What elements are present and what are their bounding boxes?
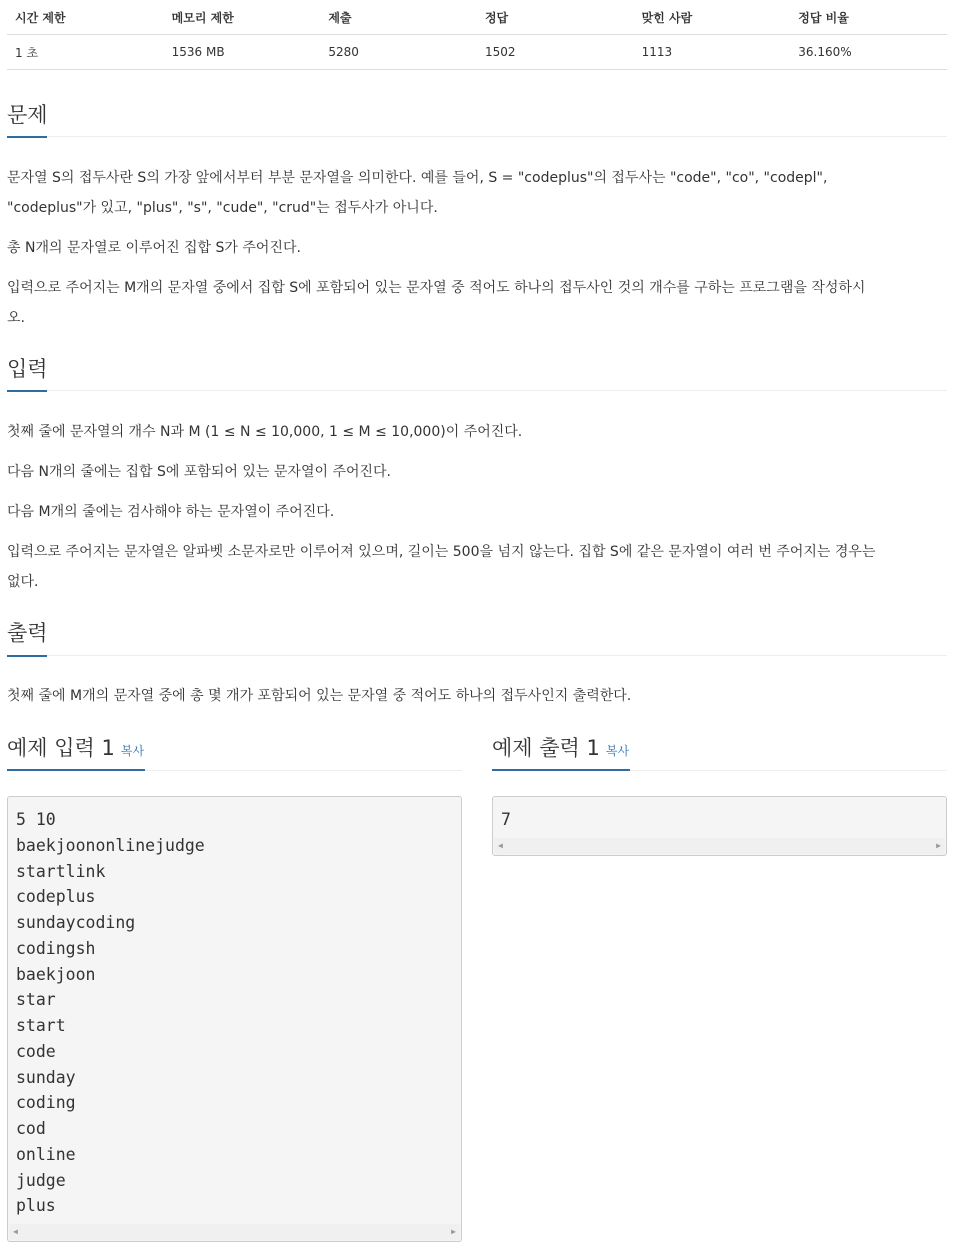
stat-header-time-limit: 시간 제한	[7, 0, 164, 35]
stats-header-row	[7, 0, 947, 35]
sample-input-title: 예제 입력 1	[7, 736, 115, 760]
sample-input-line: start	[16, 1016, 66, 1035]
stat-header-submissions: 제출	[320, 0, 477, 35]
sample-input-line: coding	[16, 1093, 76, 1113]
sample-input-heading	[7, 734, 144, 765]
sample-output-title: 예제 출력 1	[492, 736, 600, 760]
stat-header-accept-ratio: 정답 비율	[790, 0, 947, 35]
input-paragraph-3: 다음 M개의 줄에는 검사해야 하는 문자열이 주어진다.	[7, 504, 335, 520]
stats-value-row	[7, 35, 947, 70]
stat-time-limit: 1 초	[7, 35, 164, 70]
stat-memory-limit: 1536 MB	[164, 35, 321, 70]
problem-paragraph-1b: "codeplus"가 있고, "plus", "s", "cude", "crud"는 접두사가 아니다.	[7, 200, 438, 216]
sample-input-copy-button[interactable]: 복사	[120, 744, 145, 758]
sample-input-line: codeplus	[16, 887, 96, 907]
sample-output-heading-underline	[492, 769, 630, 771]
sample-input-line: startlink	[16, 861, 106, 881]
problem-paragraph-3b: 오.	[7, 310, 25, 326]
stat-header-accepted: 정답	[477, 0, 634, 35]
sample-input-line: sunday	[16, 1067, 76, 1087]
sample-output-code[interactable]	[492, 796, 947, 856]
sample-input-line: plus	[16, 1196, 56, 1216]
problem-paragraph-1a: 문자열 S의 접두사란 S의 가장 앞에서부터 부분 문자열을 의미한다. 예를 들어, S = "codeplus"의 접두사는 "code", "co", "codepl",	[7, 170, 828, 186]
sample-input-line: star	[16, 990, 56, 1010]
input-paragraph-1: 첫째 줄에 문자열의 개수 N과 M (1 ≤ N ≤ 10,000, 1 ≤ M ≤ 10,000)이 주어진다.	[7, 424, 523, 440]
sample-input-line: codingsh	[16, 938, 96, 958]
stats-table	[7, 0, 947, 70]
scroll-right-icon[interactable]: ▶	[451, 1227, 456, 1236]
scroll-left-icon[interactable]: ◀	[13, 1227, 18, 1236]
sample-output-line: 7	[501, 810, 511, 829]
sample-input-line: baekjoon	[16, 964, 96, 984]
problem-paragraph-3a: 입력으로 주어지는 M개의 문자열 중에서 집합 S에 포함되어 있는 문자열 중 적어도 하나의 접두사인 것의 개수를 구하는 프로그램을 작성하시	[7, 280, 866, 296]
problem-heading-divider	[7, 136, 947, 137]
sample-input-line: online	[16, 1144, 76, 1164]
input-paragraph-4a: 입력으로 주어지는 문자열은 알파벳 소문자로만 이루어져 있으며, 길이는 500을 넘지 않는다. 집합 S에 같은 문자열이 여러 번 주어지는 경우는	[7, 544, 876, 560]
stat-header-solved-users: 맞힌 사람	[634, 0, 791, 35]
sample-input-heading-underline	[7, 769, 145, 771]
sample-input-line: cod	[16, 1119, 46, 1138]
output-heading-divider	[7, 655, 947, 656]
sample-input-scrollbar[interactable]	[9, 1224, 460, 1240]
stat-accept-ratio: 36.160%	[790, 35, 947, 70]
stat-submissions: 5280	[320, 35, 477, 70]
problem-paragraph-2: 총 N개의 문자열로 이루어진 집합 S가 주어진다.	[7, 240, 301, 256]
sample-output-heading	[492, 734, 629, 765]
sample-output-copy-button[interactable]: 복사	[605, 744, 630, 758]
problem-stats	[7, 0, 947, 70]
sample-input-line: judge	[16, 1170, 66, 1190]
sample-input-line: sundaycoding	[16, 913, 136, 932]
stat-solved-users: 1113	[634, 35, 791, 70]
scroll-right-icon[interactable]: ▶	[936, 841, 941, 850]
input-paragraph-4b: 없다.	[7, 574, 39, 590]
sample-input-line: 5 10	[16, 810, 56, 829]
input-paragraph-2: 다음 N개의 줄에는 집합 S에 포함되어 있는 문자열이 주어진다.	[7, 464, 391, 480]
input-heading-divider	[7, 390, 947, 391]
stat-accepted: 1502	[477, 35, 634, 70]
input-heading-underline	[7, 390, 47, 392]
problem-heading-underline	[7, 136, 47, 138]
problem-heading: 문제	[7, 103, 48, 127]
output-heading-underline	[7, 655, 47, 657]
sample-output-scrollbar[interactable]	[494, 838, 945, 854]
scroll-left-icon[interactable]: ◀	[498, 841, 503, 850]
input-heading: 입력	[7, 357, 48, 381]
output-heading: 출력	[7, 621, 48, 645]
sample-input-lines	[16, 807, 453, 1219]
sample-input-line: baekjoononlinejudge	[16, 835, 205, 855]
output-paragraph-1: 첫째 줄에 M개의 문자열 중에 총 몇 개가 포함되어 있는 문자열 중 적어도 하나의 접두사인지 출력한다.	[7, 688, 632, 704]
sample-input-line: code	[16, 1041, 56, 1061]
stat-header-memory-limit: 메모리 제한	[164, 0, 321, 35]
sample-output-lines	[501, 807, 938, 833]
sample-input-code[interactable]	[7, 796, 462, 1242]
